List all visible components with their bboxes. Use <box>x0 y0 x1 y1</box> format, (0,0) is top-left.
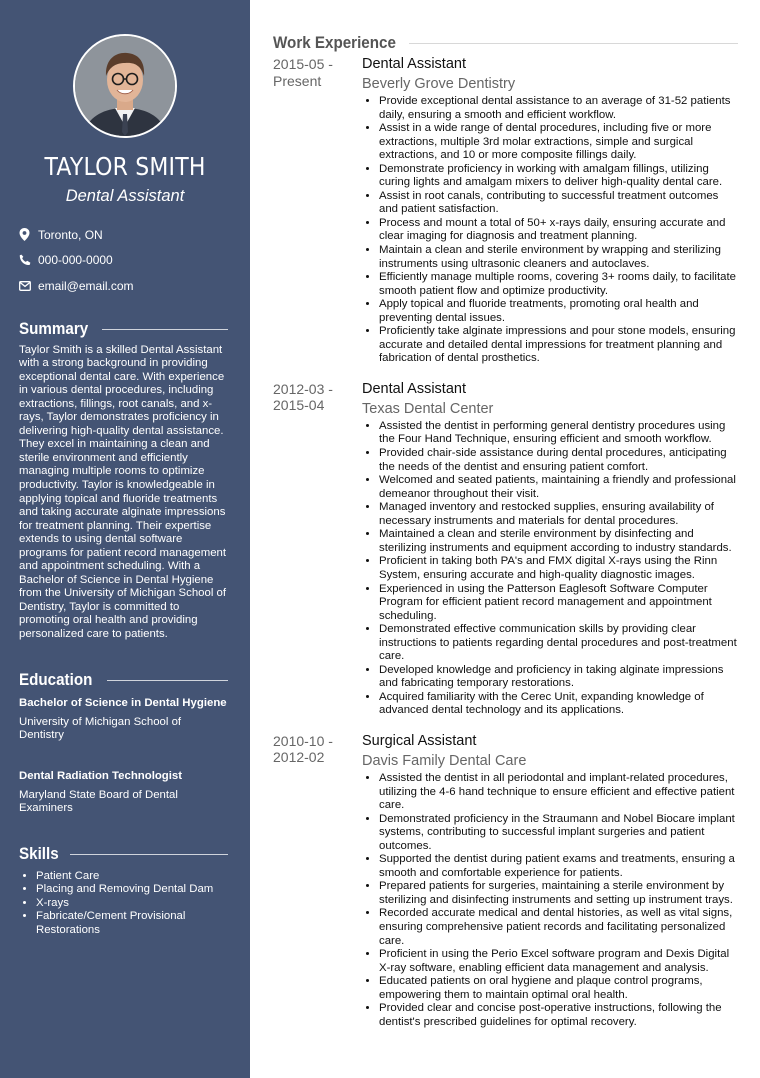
list-item: • Apply topical and fluoride treatments, promoting oral health and preventing dental issues. <box>379 298 738 325</box>
job-entry <box>273 381 738 718</box>
list-item: • Process and mount a total of 50+ x-rays daily, ensuring accurate and clear imaging for diagnosis and treatment planning. <box>379 217 738 244</box>
list-item: • Developed knowledge and proficiency in taking alginate impressions and fabricating temporary restorations. <box>379 664 738 691</box>
education-title: Dental Radiation Technologist <box>19 769 183 782</box>
education-item <box>19 770 228 816</box>
job-bullets <box>362 420 738 718</box>
job-bullets <box>362 95 738 366</box>
list-item: • Prepared patients for surgeries, maintaining a sterile environment by sterilizing and disinfecting instruments and setting up instrument trays. <box>379 880 738 907</box>
list-item: • Efficiently manage multiple rooms, covering 3+ rooms daily, to facilitate smooth patient flow and optimize productivity. <box>379 271 738 298</box>
list-item: • Proficient in using the Perio Excel software program and Dexis Digital X-ray software, enabling efficient data management and analysis. <box>379 948 738 975</box>
contact-email-text: email@email.com <box>38 278 134 293</box>
job-entry <box>273 733 738 1029</box>
list-item: • Demonstrated effective communication skills by providing clear instructions to patients regarding dental procedures and post-treatment care. <box>379 623 738 664</box>
contact-phone <box>19 248 228 274</box>
job-title: Surgical Assistant <box>362 732 477 749</box>
list-item: • Maintain a clean and sterile environment by wrapping and sterilizing instruments using ultrasonic cleaners and autoclaves. <box>379 244 738 271</box>
list-item: • Demonstrated proficiency in the Straumann and Nobel Biocare implant systems, contributing to successful implant surgeries and patient outcomes. <box>379 813 738 854</box>
list-item: • Welcomed and seated patients, maintaining a friendly and professional demeanor throughout their visit. <box>379 474 738 501</box>
job-company: Texas Dental Center <box>362 400 494 417</box>
heading-divider <box>102 329 228 330</box>
heading-divider <box>409 43 738 44</box>
contact-phone-text: 000-000-0000 <box>38 253 113 268</box>
contact-location-text: Toronto, ON <box>38 227 103 242</box>
list-item: • Acquired familiarity with the Cerec Unit, expanding knowledge of advanced dental technology and its applications. <box>379 691 738 718</box>
education-item <box>19 697 228 743</box>
list-item: • Patient Care <box>36 870 228 884</box>
list-item: • Demonstrate proficiency in working with amalgam fillings, utilizing curing lights and amalgam mixers to deliver high-quality dental care. <box>379 163 738 190</box>
list-item: • Placing and Removing Dental Dam <box>36 883 228 897</box>
list-item: • Fabricate/Cement Provisional Restorations <box>36 910 228 937</box>
list-item: • X-rays <box>36 897 228 911</box>
list-item: • Managed inventory and restocked supplies, ensuring availability of necessary instruments and materials for dental procedures. <box>379 501 738 528</box>
list-item: • Experienced in using the Patterson Eaglesoft Software Computer Program for efficient patient record management and appointment scheduling. <box>379 583 738 624</box>
contact-location <box>19 222 228 248</box>
job-dates: 2012-03 - 2015-04 <box>273 380 333 414</box>
main-content <box>250 0 760 1078</box>
list-item: • Assisted the dentist in performing general dentistry procedures using the Four Hand Technique, ensuring efficient and smooth workflow. <box>379 420 738 447</box>
list-item: • Assist in a wide range of dental procedures, including five or more extractions, multiple 3rd molar extractions, simple and surgical extractions, and 10 or more composite fillings daily. <box>379 122 738 163</box>
job-company: Beverly Grove Dentistry <box>362 76 516 92</box>
envelope-icon <box>19 281 38 291</box>
list-item: • Proficient in taking both PA's and FMX digital X-rays using the Rinn System, ensuring accurate and high-quality diagnostic images. <box>379 555 738 582</box>
list-item: • Provided clear and concise post-operative instructions, following the dentist's prescribed guidelines for optimal recovery. <box>379 1002 738 1029</box>
job-dates: 2015-05 - Present <box>273 56 333 89</box>
heading-divider <box>107 680 228 681</box>
list-item: • Assist in root canals, contributing to successful treatment outcomes and patient satisfaction. <box>379 190 738 217</box>
education-institution: University of Michigan School of Dentistry <box>19 715 182 742</box>
job-bullets <box>362 772 738 1029</box>
list-item: • Provided chair-side assistance during dental procedures, anticipating the needs of the dentist and ensuring patient comfort. <box>379 447 738 474</box>
contact-list <box>19 222 228 299</box>
location-pin-icon <box>19 228 38 241</box>
job-entry <box>273 56 738 366</box>
profile-photo <box>73 34 177 138</box>
contact-email <box>19 273 228 299</box>
education-institution: Maryland State Board of Dental Examiners <box>19 788 178 815</box>
skills-heading: Skills <box>19 845 228 864</box>
summary-text: Taylor Smith is a skilled Dental Assistant with a strong background in providing exceptional dental care. With experience in various dental procedures, including extractions, fillings, root canals, and x-rays, Taylor demonstrates proficiency in delivering high-quality dental assistance. They excel in maintaining a clean and sterile environment and efficiently managing multiple rooms to optimize productivity. Taylor is knowledgeable in applying topical and fluoride treatments and taking accurate alginate impressions for treatment planning. Their expertise extends to using dental software programs for patient record management and appointment scheduling. With a Bachelor of Science in Dental Hygiene from the University of Michigan School of Dentistry, Taylor is committed to promoting oral health and providing personalized care to patients. <box>19 343 227 640</box>
candidate-name: TAYLOR SMITH <box>44 152 206 181</box>
list-item: • Assisted the dentist in all periodontal and implant-related procedures, utilizing the 4-6 hand technique to ensure efficient and effective patient care. <box>379 772 738 813</box>
list-item: • Provide exceptional dental assistance to an average of 31-52 patients daily, ensuring a smooth and efficient workflow. <box>379 95 738 122</box>
list-item: • Proficiently take alginate impressions and pour stone models, ensuring accurate and detailed dental impressions for treatment planning and fabrication of dental prosthetics. <box>379 325 738 366</box>
job-title: Dental Assistant <box>362 56 466 72</box>
list-item: • Maintained a clean and sterile environment by disinfecting and sterilizing instruments and equipment according to industry standards. <box>379 528 738 555</box>
list-item: • Supported the dentist during patient exams and treatments, ensuring a smooth and comfortable experience for patients. <box>379 853 738 880</box>
summary-heading: Summary <box>19 320 228 339</box>
education-heading: Education <box>19 671 228 690</box>
candidate-role: Dental Assistant <box>65 187 185 205</box>
sidebar <box>0 0 250 1078</box>
job-company: Davis Family Dental Care <box>362 752 527 769</box>
heading-divider <box>70 854 228 855</box>
job-title: Dental Assistant <box>362 380 466 397</box>
list-item: • Recorded accurate medical and dental histories, as well as vital signs, ensuring comprehensive patient records and facilitating personalized care. <box>379 907 738 948</box>
phone-icon <box>19 254 38 266</box>
education-title: Bachelor of Science in Dental Hygiene <box>19 696 227 709</box>
skills-list <box>19 870 228 938</box>
job-dates: 2010-10 - 2012-02 <box>273 732 333 766</box>
work-experience-heading: Work Experience <box>273 34 738 53</box>
list-item: • Educated patients on oral hygiene and plaque control programs, empowering them to maintain optimal oral health. <box>379 975 738 1002</box>
